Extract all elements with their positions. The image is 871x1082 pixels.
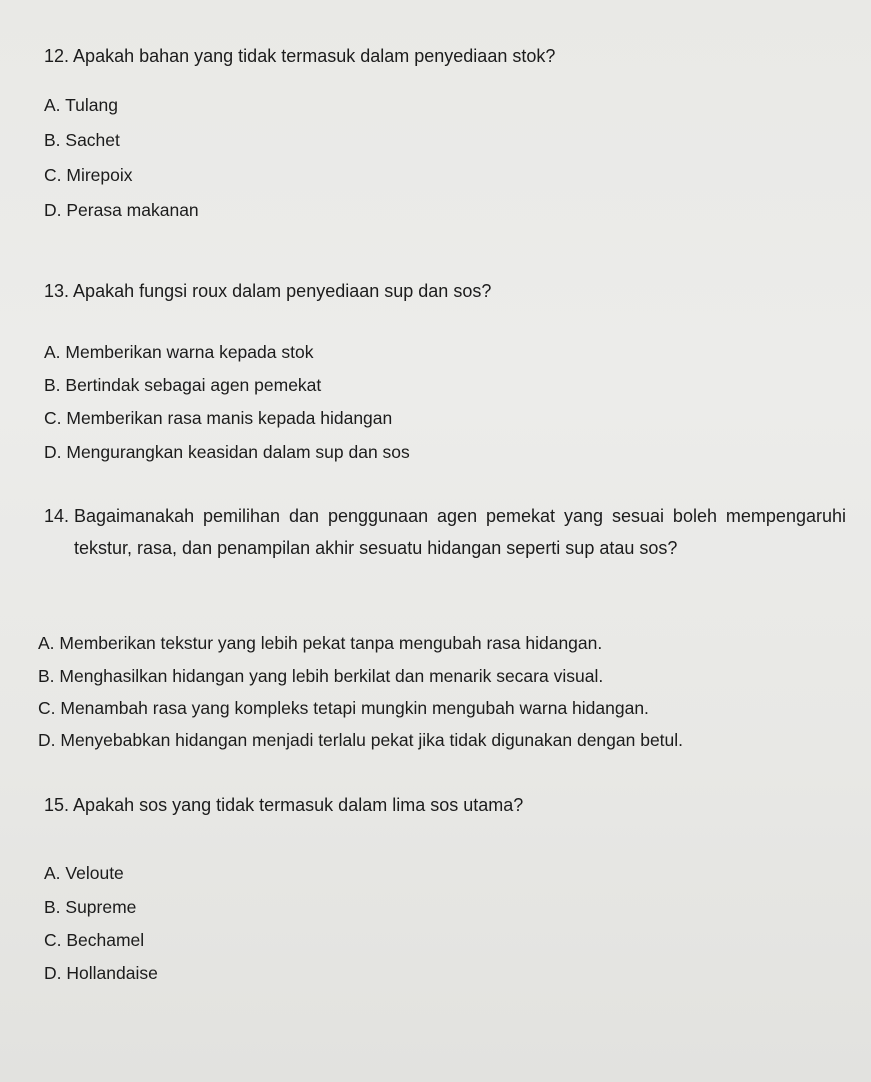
question-number: 13. xyxy=(44,281,70,301)
question-text: Bagaimanakah pemilihan dan penggunaan agen pemekat yang sesuai boleh mempengaruhi tekstur, rasa, dan penampilan akhir sesuatu hidangan seperti sup atau sos? xyxy=(74,506,846,558)
option-a: A. Veloute xyxy=(44,863,124,883)
option-c: C. Memberikan rasa manis kepada hidangan xyxy=(44,408,393,428)
option-c: C. Menambah rasa yang kompleks tetapi mungkin mengubah warna hidangan. xyxy=(38,698,649,718)
question-number: 12. xyxy=(44,46,70,66)
question-14-stem xyxy=(44,500,846,564)
option-c: C. Mirepoix xyxy=(44,165,133,185)
question-12-stem xyxy=(44,40,555,73)
option-b: B. Sachet xyxy=(44,130,120,150)
option-c: C. Bechamel xyxy=(44,930,145,950)
question-text: Apakah bahan yang tidak termasuk dalam penyediaan stok? xyxy=(73,46,556,66)
option-a: A. Memberikan warna kepada stok xyxy=(44,342,314,362)
option-d: D. Menyebabkan hidangan menjadi terlalu pekat jika tidak digunakan dengan betul. xyxy=(38,730,684,750)
option-d: D. Mengurangkan keasidan dalam sup dan sos xyxy=(44,442,410,462)
question-text: Apakah sos yang tidak termasuk dalam lima sos utama? xyxy=(73,795,524,815)
question-15-stem xyxy=(44,789,523,822)
option-d: D. Perasa makanan xyxy=(44,200,199,220)
question-13-stem xyxy=(44,275,491,308)
option-d: D. Hollandaise xyxy=(44,963,158,983)
option-a: A. Tulang xyxy=(44,95,118,115)
question-number: 14. xyxy=(44,506,70,526)
option-b: B. Bertindak sebagai agen pemekat xyxy=(44,375,322,395)
option-b: B. Menghasilkan hidangan yang lebih berkilat dan menarik secara visual. xyxy=(38,666,604,686)
option-a: A. Memberikan tekstur yang lebih pekat tanpa mengubah rasa hidangan. xyxy=(38,633,603,653)
question-text: Apakah fungsi roux dalam penyediaan sup dan sos? xyxy=(73,281,492,301)
question-number: 15. xyxy=(44,795,70,815)
option-b: B. Supreme xyxy=(44,897,137,917)
